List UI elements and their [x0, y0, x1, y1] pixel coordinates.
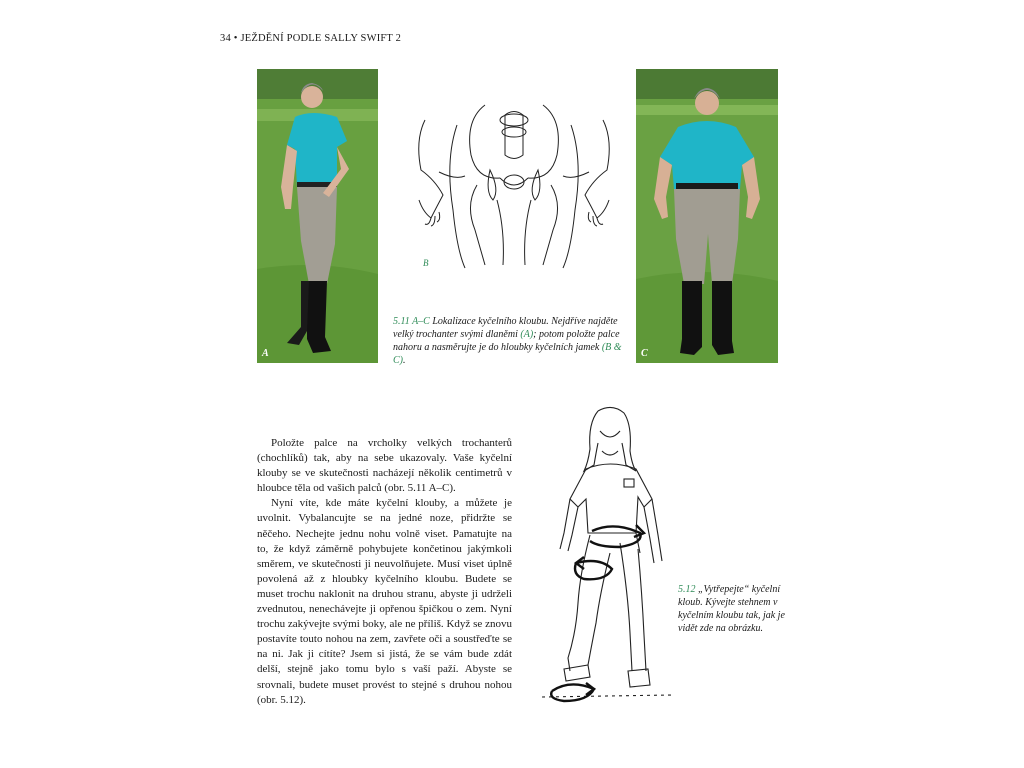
figure-caption-5-12 — [678, 583, 788, 635]
caption-text: „Vytřepejte“ kyčelní kloub. Kývejte stehnem v kyčelním kloubu tak, jak je vidět zde na obrázku. — [678, 584, 785, 634]
caption-part-2: ; potom položte palce nahoru a nasměrujte je do hloubky kyčelních jamek — [393, 329, 620, 353]
book-title: JEŽDĚNÍ PODLE SALLY SWIFT 2 — [240, 33, 402, 44]
running-head — [220, 33, 401, 44]
photo-c-label: C — [641, 348, 648, 359]
paragraph: Nyní víte, kde máte kyčelní klouby, a můžete je uvolnit. Vybalancujte se na jedné noze, přidržte se něčeho. Nechejte jednu nohu volně viset. Pamatujte na to, že když záměrně pohybujete končetinou jakýmkoli směrem, ve skutečnosti ji neuvolňujete. Musí viset úplně povolená až z hloubky kyčelního kloubu. Budete se muset trochu naklonit na druhou stranu, abyste ji udrželi zvednutou, nenechávejte ji opřenou špičkou o zem. Nyní trochu zakývejte svými boky, ale ne příliš. Když se znovu postavíte touto nohou na zem, zavřete oči a soustřeďte se na ni. Jak ji cítíte? Jsem si jistá, že se vám bude zdát delší, stejně jako tomu bylo s vaší paží. Abyste se srovnali, budete muset provést to stejné s druhou nohou (obr. 5.12). — [257, 497, 512, 706]
woman-leg-swing-drawing — [540, 403, 678, 708]
caption-ref-a: (A) — [520, 329, 534, 340]
paragraph: Položte palce na vrcholky velkých trochanterů (chochlíků) tak, aby na sebe ukazovaly. Vaše kyčelní klouby se ve skutečnosti nacházejí několik centimetrů v hloubce těla od vašich palců (obr. 5.11 A–C). — [257, 437, 512, 495]
page-number: 34 — [220, 33, 231, 44]
pelvis-drawing — [405, 100, 623, 270]
figure-caption-5-11 — [393, 315, 633, 367]
photo-a — [257, 69, 378, 363]
caption-end: . — [403, 355, 406, 366]
photo-c-image — [636, 69, 778, 363]
caption-title: Lokalizace kyčelního kloubu. — [432, 316, 549, 327]
body-text — [257, 436, 512, 708]
photo-a-image — [257, 69, 378, 363]
figure-label-b: B — [423, 258, 429, 268]
caption-number: 5.12 — [678, 584, 696, 595]
photo-c — [636, 69, 778, 363]
caption-part-1: Nejdříve najděte velký trochanter svými dlaněmi — [393, 316, 618, 340]
caption-number: 5.11 A–C — [393, 316, 430, 327]
header-separator: • — [233, 33, 238, 44]
caption-ref-bc: (B & C) — [393, 342, 622, 366]
photo-a-label: A — [262, 348, 269, 359]
